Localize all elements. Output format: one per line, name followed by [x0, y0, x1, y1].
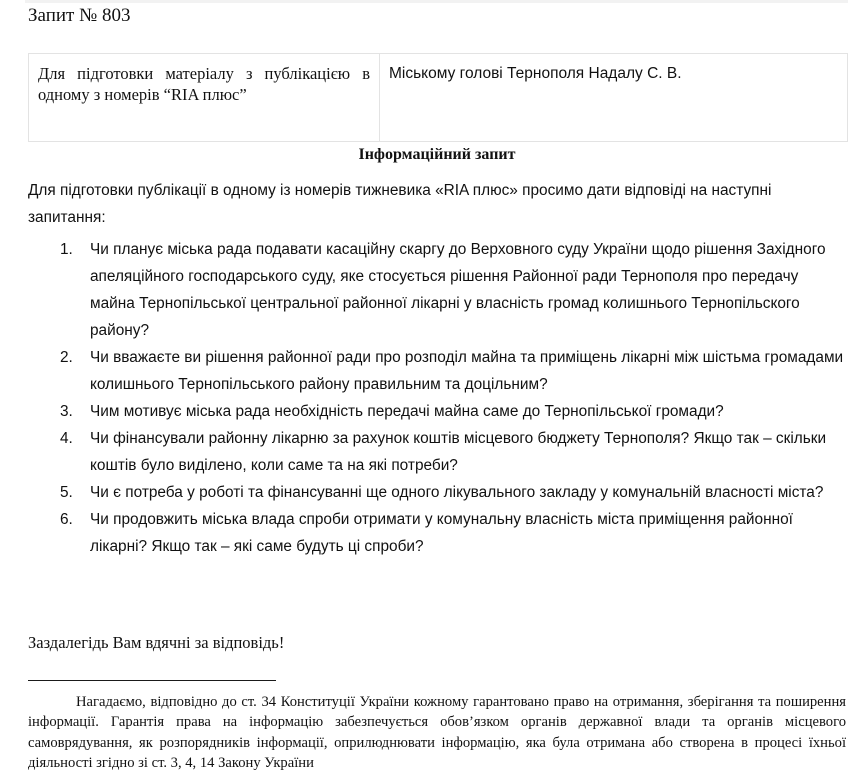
- list-item-number: 6.: [60, 511, 73, 528]
- list-item-text: Чи продовжить міська влада спроби отримати у комунальну власність міста приміщення районної лікарні? Якщо так – які саме будуть ці спроби?: [90, 511, 793, 555]
- address-table: [28, 53, 848, 142]
- page-top-edge: [25, 0, 848, 3]
- list-item: [28, 506, 846, 560]
- list-item-number: 4.: [60, 430, 73, 447]
- intro-paragraph: Для підготовки публікації в одному із номерів тижневика «RIA плюс» просимо дати відповіді на наступні запитання:: [28, 182, 772, 226]
- list-item-text: Чи вважаєте ви рішення районної ради про розподіл майна та приміщень лікарні між шістьма громадами колишнього Тернопільського району правильним та доцільним?: [90, 349, 844, 393]
- list-item-text: Чи планує міська рада подавати касаційну скаргу до Верховного суду України щодо рішення Західного апеляційного господарського суду, яке стосується рішення Районної ради Тернополя про передачу майна Тернопільської центральної районної лікарні у власність громад колишнього Тернопільского району?: [90, 241, 826, 339]
- list-item: [28, 479, 846, 506]
- questions-list: [28, 236, 846, 560]
- purpose-cell: Для підготовки матеріалу з публікацією в одному з номерів “RIA плюс”: [29, 54, 380, 142]
- list-item: [28, 425, 846, 479]
- list-item-text: Чи фінансували районну лікарню за рахунок коштів місцевого бюджету Тернополя? Якщо так – скільки коштів було виділено, коли саме та на які потреби?: [90, 430, 827, 474]
- document-headline: Інформаційний запит: [358, 146, 516, 163]
- footnote-paragraph: Нагадаємо, відповідно до ст. 34 Конституції України кожному гарантовано право на отримання, зберігання та поширення інформації. Гарантія права на інформацію забезпечується обов’язком органів державної влади та органів місцевого самоврядування, як розпорядників інформації, оприлюднювати інформацію, яка була отримана або створена в процесі їхньої діяльності згідно зі ст. 3, 4, 14 Закону України: [28, 694, 846, 772]
- list-item-text: Чим мотивує міська рада необхідність передачі майна саме до Тернопільської громади?: [90, 403, 724, 420]
- page-title: Запит № 803: [28, 5, 131, 26]
- recipient-cell: Міському голові Тернополя Надалу С. В.: [380, 54, 848, 142]
- list-item-number: 1.: [60, 241, 73, 258]
- list-item-text: Чи є потреба у роботі та фінансуванні ще одного лікувального закладу у комунальній власності міста?: [90, 484, 824, 501]
- list-item-number: 2.: [60, 349, 73, 366]
- list-item: [28, 398, 846, 425]
- list-item: [28, 344, 846, 398]
- footnote-separator: [28, 680, 276, 681]
- list-item-number: 5.: [60, 484, 73, 501]
- list-item: [28, 236, 846, 344]
- table-row: [29, 54, 848, 142]
- list-item-number: 3.: [60, 403, 73, 420]
- closing-line: Заздалегідь Вам вдячні за відповідь!: [28, 633, 285, 652]
